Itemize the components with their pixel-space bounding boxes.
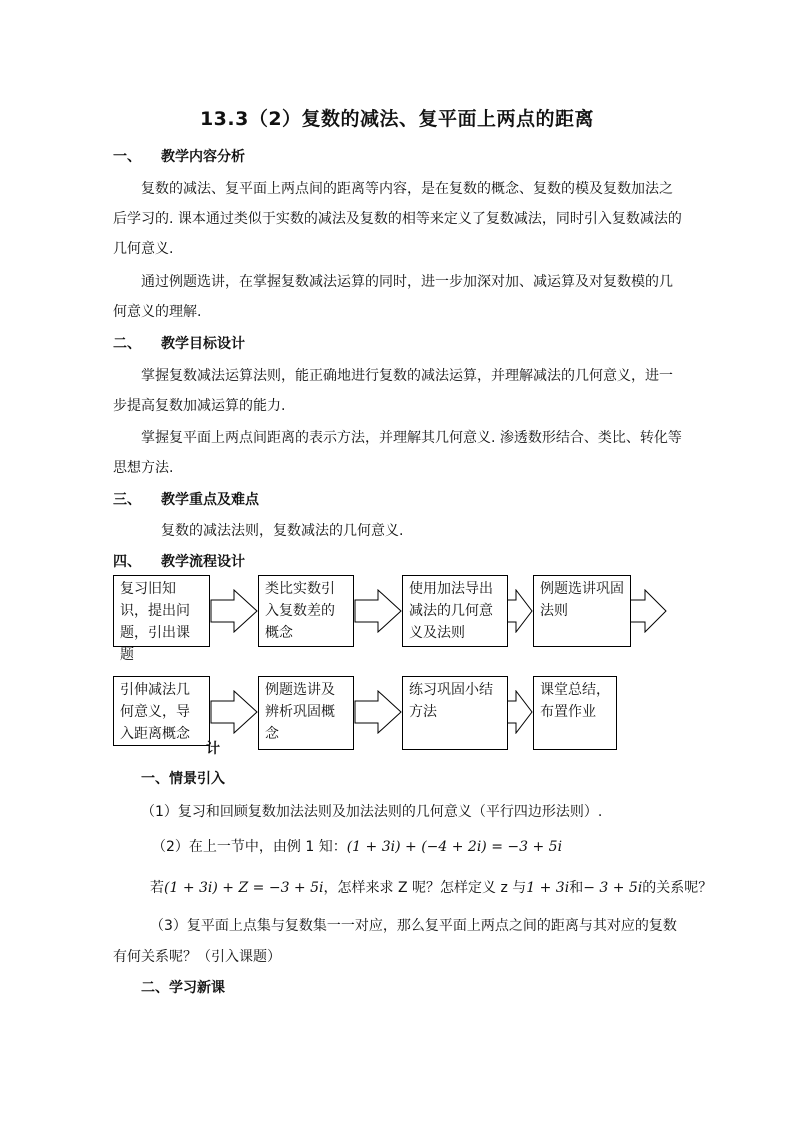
- section-3-number: 三、: [113, 492, 141, 508]
- flow-arrow-4-icon: [631, 589, 667, 633]
- section-4-number: 四、: [113, 554, 141, 570]
- flow-box-discuss: 例题选讲及辨析巩固概念: [258, 676, 354, 750]
- scenario-item-3-text-c: 和: [569, 880, 584, 896]
- flow-box-extend: 引伸减法几何意义，导入距离概念: [113, 676, 210, 746]
- flow-box-analogy: 类比实数引入复数差的概念: [258, 575, 354, 647]
- section-3-heading: [113, 489, 259, 509]
- scenario-item-3-formula-1: (1 + 3i) + Z = −3 + 5i: [164, 880, 324, 896]
- section-4-title: 教学流程设计: [161, 554, 245, 570]
- section-3-title: 教学重点及难点: [161, 492, 259, 508]
- section-2-title: 教学目标设计: [161, 336, 245, 352]
- section-2-para-1-line-1: 掌握复数减法运算法则，能正确地进行复数的减法运算，并理解减法的几何意义，进一: [141, 368, 673, 384]
- scenario-item-2: [152, 836, 562, 856]
- section-1-para-1-line-3: 几何意义.: [113, 241, 174, 257]
- scenario-item-3: [150, 877, 712, 897]
- subsection-new-lesson-heading: 二、学习新课: [141, 980, 225, 996]
- scenario-item-2-formula: (1 + 3i) + (−4 + 2i) = −3 + 5i: [346, 839, 563, 855]
- section-5-heading-partial: 计: [206, 741, 220, 757]
- scenario-item-3-text-b: ，怎样来求 Z 呢？怎样定义 z 与: [323, 880, 527, 896]
- scenario-item-1: （1）复习和回顾复数加法法则及加法法则的几何意义（平行四边形法则）.: [141, 804, 603, 820]
- section-1-para-2-line-2: 何意义的理解.: [113, 304, 202, 320]
- flow-arrow-1-icon: [210, 589, 258, 633]
- scenario-item-3-formula-2: 1 + 3i: [526, 880, 570, 896]
- section-3-para: 复数的减法法则，复数减法的几何意义.: [161, 523, 404, 539]
- scenario-item-4-line-2: 有何关系呢？（引入课题）: [113, 949, 281, 965]
- scenario-item-2-text: （2）在上一节中，由例 1 知：: [152, 839, 347, 855]
- section-2-para-1-line-2: 步提高复数加减运算的能力.: [113, 398, 286, 414]
- flow-box-summary: 课堂总结，布置作业: [533, 676, 617, 750]
- section-1-title: 教学内容分析: [161, 149, 245, 165]
- flow-arrow-5-icon: [210, 690, 258, 734]
- section-1-heading: [113, 146, 245, 166]
- section-1-para-1-line-2: 后学习的. 课本通过类似于实数的减法及复数的相等来定义了复数减法，同时引入复数减法的: [113, 211, 682, 227]
- subsection-scenario-heading: 一、情景引入: [141, 771, 225, 787]
- flow-arrow-3-icon: [508, 589, 533, 633]
- section-4-heading: [113, 551, 245, 571]
- scenario-item-3-text-a: 若: [150, 880, 164, 896]
- section-2-para-2-line-1: 掌握复平面上两点间距离的表示方法，并理解其几何意义. 渗透数形结合、类比、转化等: [141, 430, 682, 446]
- section-2-number: 二、: [113, 336, 141, 352]
- flow-arrow-7-icon: [508, 690, 533, 734]
- scenario-item-4-line-1: （3）复平面上点集与复数集一一对应，那么复平面上两点之间的距离与其对应的复数: [150, 918, 677, 934]
- section-1-number: 一、: [113, 149, 141, 165]
- section-2-para-2-line-2: 思想方法.: [113, 460, 174, 476]
- scenario-item-3-formula-3: − 3 + 5i: [583, 880, 643, 896]
- page-title: 13.3（2）复数的减法、复平面上两点的距离: [199, 108, 595, 130]
- flow-arrow-2-icon: [354, 589, 402, 633]
- section-1-para-2-line-1: 通过例题选讲，在掌握复数减法运算的同时，进一步加深对加、减运算及对复数模的几: [141, 274, 673, 290]
- flow-arrow-6-icon: [354, 690, 402, 734]
- flow-box-practice: 练习巩固小结方法: [402, 676, 508, 750]
- scenario-item-3-text-d: 的关系呢？: [642, 880, 713, 896]
- section-1-para-1-line-1: 复数的减法、复平面上两点间的距离等内容，是在复数的概念、复数的模及复数加法之: [141, 181, 673, 197]
- flow-box-examples: 例题选讲巩固法则: [533, 575, 631, 647]
- section-2-heading: [113, 333, 245, 353]
- flow-box-review: 复习旧知识，提出问题，引出课题: [113, 575, 210, 647]
- flow-box-derive: 使用加法导出减法的几何意义及法则: [402, 575, 508, 647]
